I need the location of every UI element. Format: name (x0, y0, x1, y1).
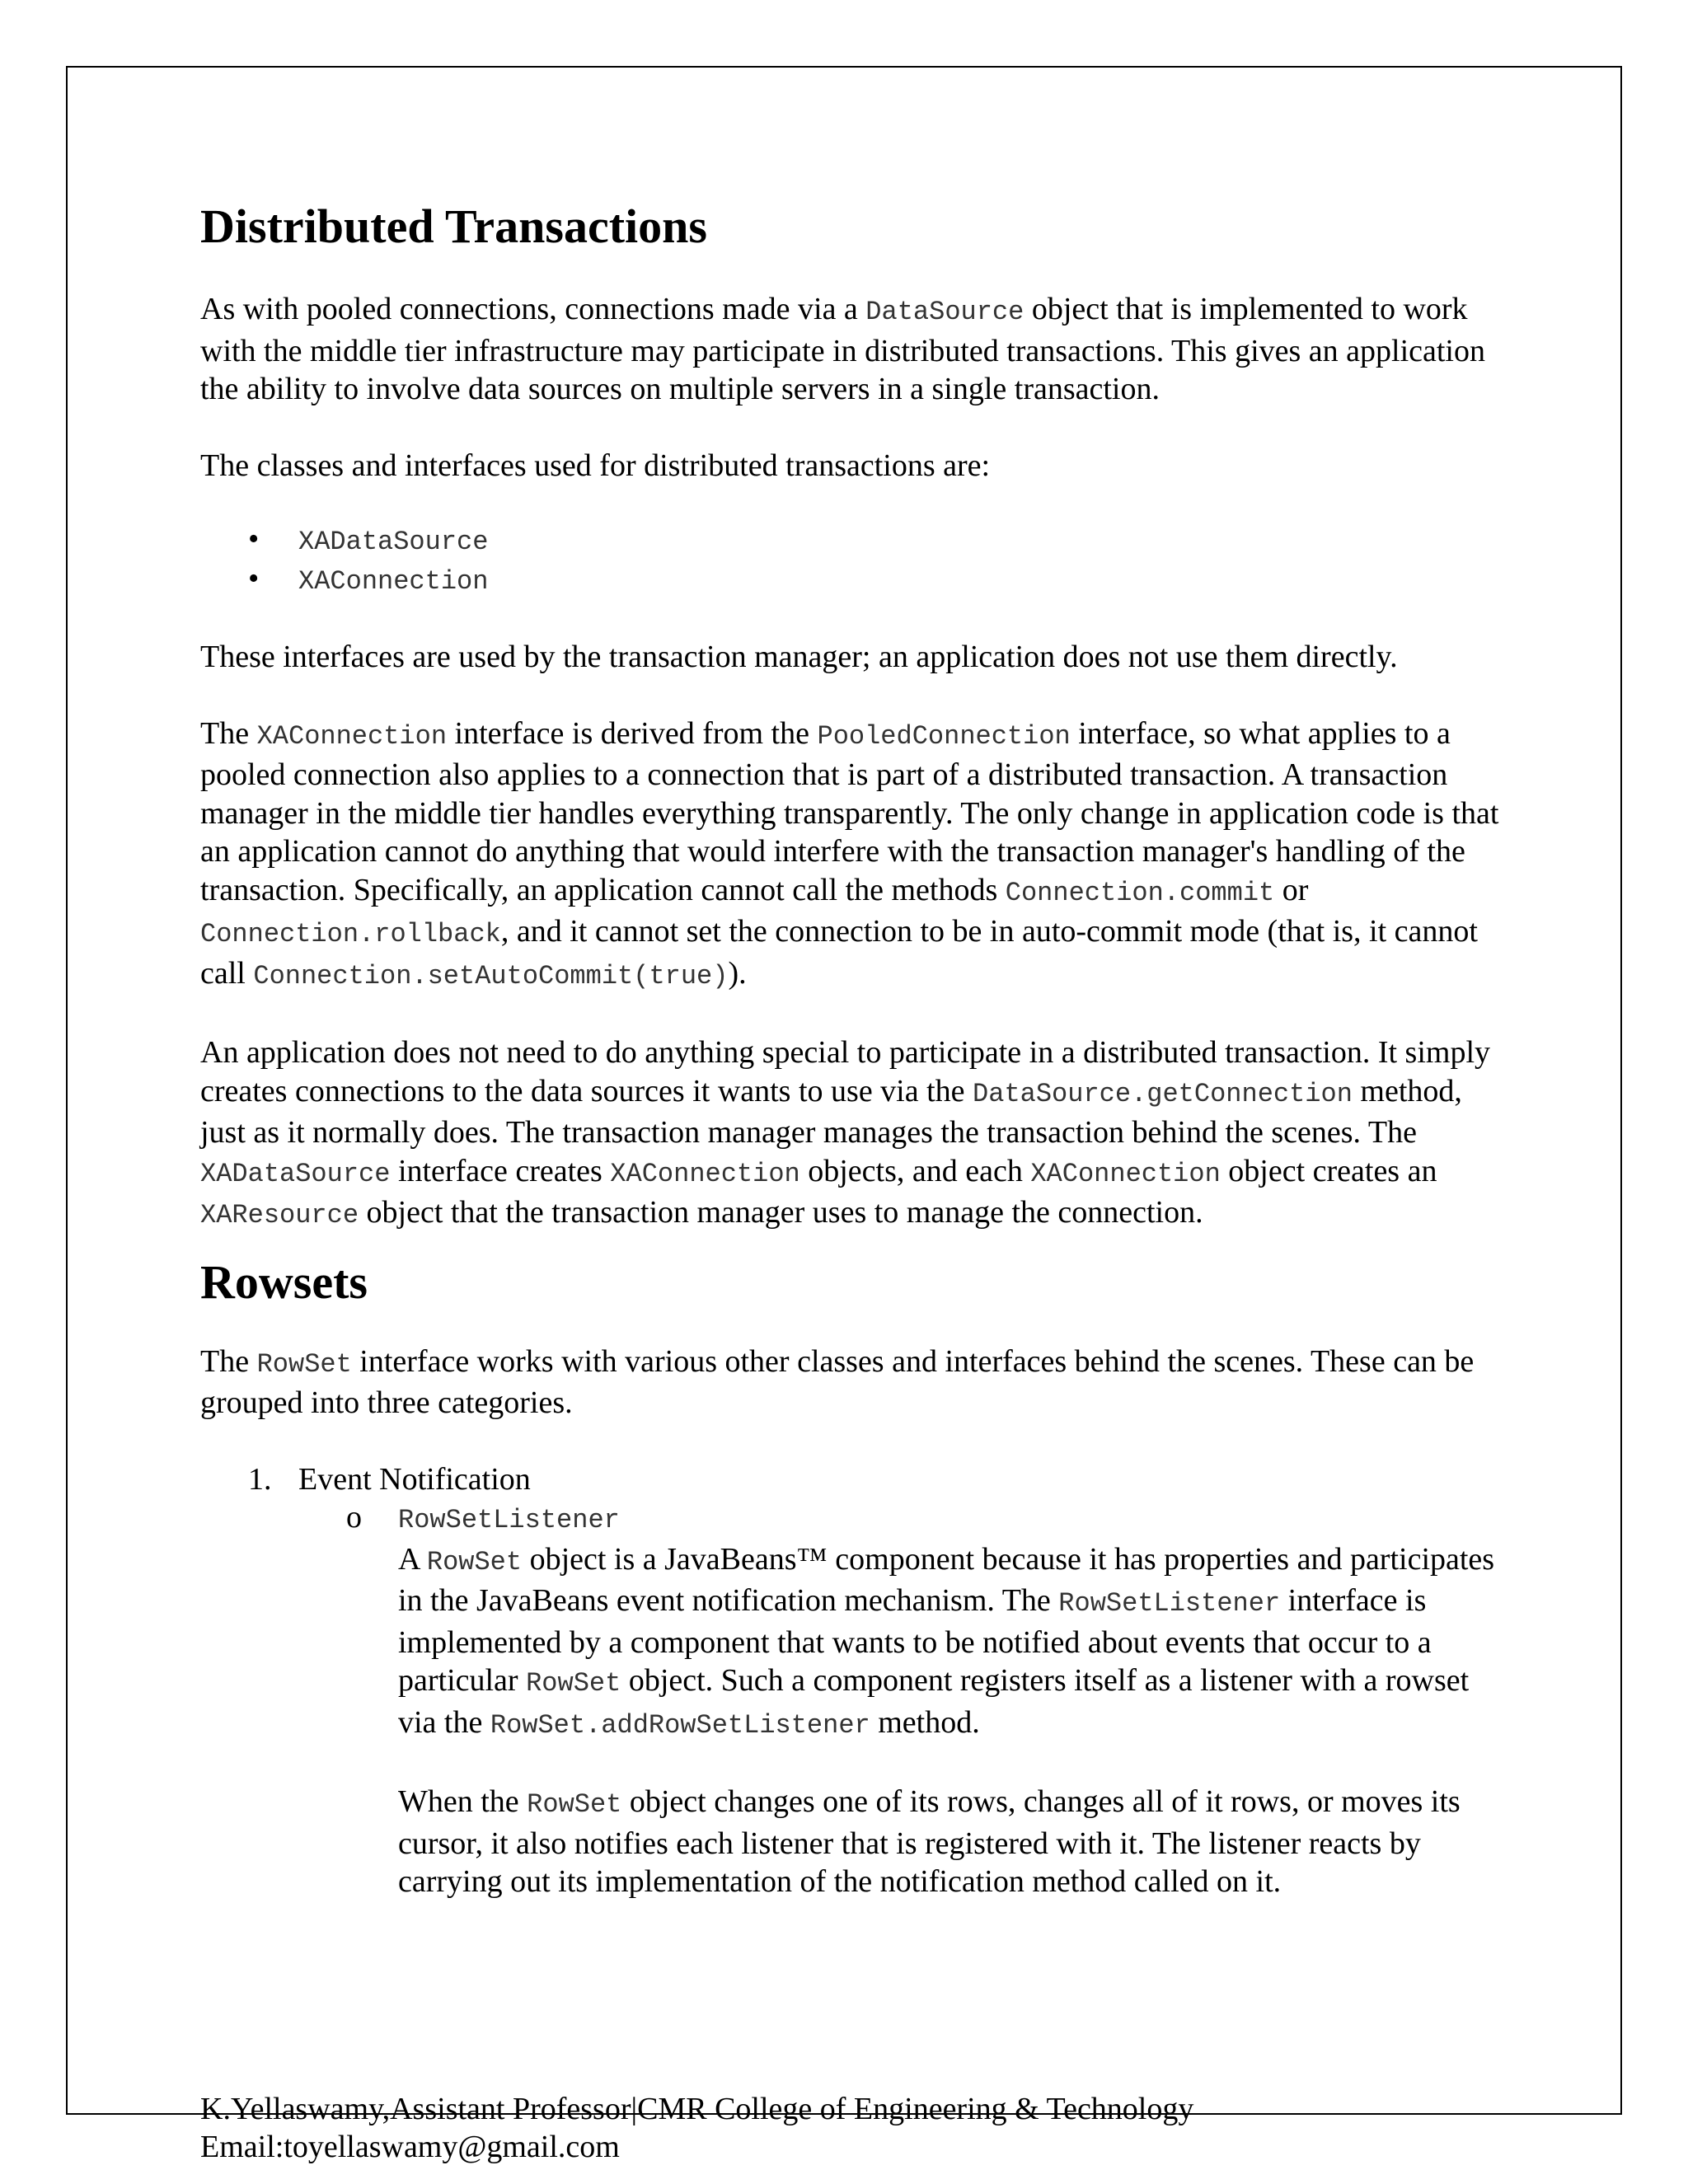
heading-distributed-transactions: Distributed Transactions (200, 199, 707, 253)
sublist-item-rowsetlistener: o RowSetListener (346, 1500, 620, 1535)
code-datasource: DataSource (865, 297, 1025, 327)
paragraph-rowset-changes: When the RowSet object changes one of its rows, changes all of it rows, or moves its cursor, it also notifies each listener that is registered with it. The listener reacts by carrying out its implementation of the notification method called on it. (398, 1784, 1461, 1899)
numbered-list (200, 1460, 1503, 1901)
list-item-event-notification: 1. Event Notification (248, 1461, 531, 1497)
paragraph-classes-intro: The classes and interfaces used for distributed transactions are: (200, 448, 991, 483)
page-footer (200, 2090, 1193, 2166)
bullet-item: • XAConnection (248, 561, 489, 597)
paragraph-rowset-intro: The RowSet interface works with various other classes and interfaces behind the scenes. These can be grouped into three categories. (200, 1343, 1475, 1420)
bullet-item: • XADataSource (248, 522, 489, 557)
paragraph-application: An application does not need to do anything special to participate in a distributed transaction. It simply creates connections to the data sources it wants to use via the DataSource.getConnection method, just as it normally does. The transaction manager manages the transaction behind the scenes. The XADataSource interface creates XAConnection objects, and each XAConnection object creates an XAResource object that the transaction manager uses to manage the connection. (200, 1035, 1491, 1230)
bullet-icon: • (248, 522, 260, 556)
footer-author: K.Yellaswamy,Assistant Professor|CMR College of Engineering & Technology (200, 2092, 1194, 2126)
paragraph-transaction-manager: These interfaces are used by the transaction manager; an application does not use them directly. (200, 640, 1398, 674)
heading-rowsets: Rowsets (200, 1254, 368, 1309)
footer-email: Email:toyellaswamy@gmail.com (200, 2130, 620, 2164)
paragraph-intro: As with pooled connections, connections made via a DataSource object that is implemented to work with the middle tier infrastructure may participate in distributed transactions. This gives an application the ability to involve data sources on multiple servers in a single transaction. (200, 292, 1485, 406)
page-content (200, 198, 1503, 1901)
bullet-icon: • (248, 561, 260, 596)
paragraph-rowset-listener: A RowSet object is a JavaBeans™ component because it has properties and participates in the JavaBeans event notification mechanism. The RowSetListener interface is implemented by a component that wants to be notified about events that occur to a particular RowSet object. Such a component registers itself as a listener with a rowset via the RowSet.addRowSetListener method. (398, 1541, 1495, 1741)
sublist-bullet-icon: o (346, 1500, 362, 1535)
bullet-list (200, 521, 1503, 600)
paragraph-xaconnection: The XAConnection interface is derived from the PooledConnection interface, so what applies to a pooled connection also applies to a connection that is part of a distributed transaction. A transaction manager in the middle tier handles everything transparently. The only change in application code is that an application cannot do anything that would interfere with the transaction manager's handling of the transaction. Specifically, an application cannot call the methods Connection.commit or Connection.rollback, and it cannot set the connection to be in auto-commit mode (that is, it cannot call Connection.setAutoCommit(true)). (200, 715, 1499, 991)
